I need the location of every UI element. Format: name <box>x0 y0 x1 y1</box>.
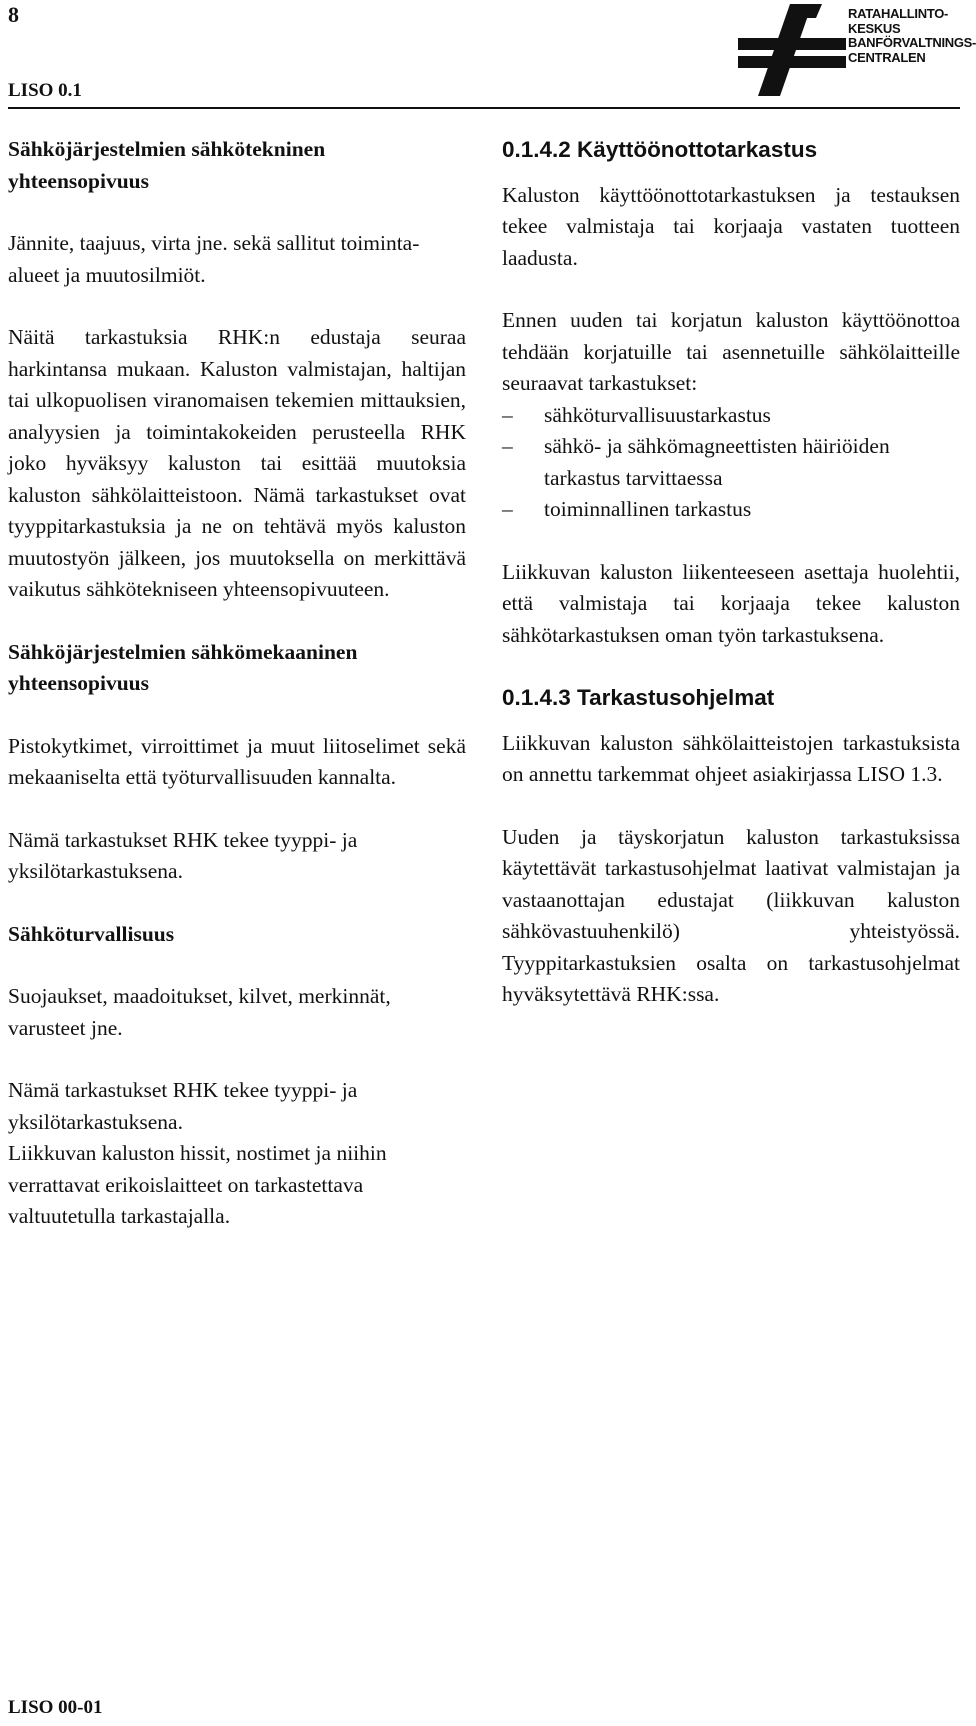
section-heading: Sähköjärjestelmien sähkömekaaninen yhteensopivuus <box>8 639 358 695</box>
list-item-text: sähköturvallisuustarkastus <box>544 402 771 427</box>
paragraph: Liikkuvan kaluston hissit, nostimet ja niihin verrattavat erikoislaitteet on tarkastettava valtuutetulla tarkastajalla. <box>8 1141 387 1228</box>
paragraph: Nämä tarkastukset RHK tekee tyyppi- ja yksilötarkastuksena. <box>8 827 358 883</box>
document-code: LISO 0.1 <box>8 80 82 101</box>
paragraph: Suojaukset, maadoitukset, kilvet, merkinnät, varusteet jne. <box>8 984 391 1040</box>
paragraph: Liikkuvan kaluston liikenteeseen asettaja huolehtii, että valmistaja tai korjaaja tekee kaluston sähkötarkastuksen oman työn tarkastuksena. <box>502 559 960 647</box>
paragraph: Pistokytkimet, virroittimet ja muut liitoselimet sekä mekaaniselta että työturvallisuuden kannalta. <box>8 733 466 789</box>
paragraph: Kaluston käyttöönottotarkastuksen ja testauksen tekee valmistaja tai korjaaja vastaten tuotteen laadusta. <box>502 182 960 270</box>
organization-logo <box>738 4 976 96</box>
logo-text <box>848 7 976 65</box>
paragraph: Näitä tarkastuksia RHK:n edustaja seuraa harkintansa mukaan. Kaluston valmistajan, haltijan tai ulkopuolisen viranomaisen tekemien mittauksien, analyysien ja toimintakokeiden perusteella RHK joko hyväksyy kaluston tai esittää muutoksia kaluston sähkölaitteistoon. Nämä tarkastukset ovat tyyppitarkastuksia ja ne on tehtävä myös kaluston muutostyön jälkeen, jos muutoksella on merkittävä vaikutus sähkötekniseen yhteensopivuuteen. <box>8 325 466 601</box>
logo-line: CENTRALEN <box>848 49 926 65</box>
right-column <box>502 134 960 1011</box>
logo-line: BANFÖRVALTNINGS- <box>848 35 976 50</box>
page-number: 8 <box>8 2 19 27</box>
logo-line: KESKUS <box>848 20 901 36</box>
footer-document-code: LISO 00-01 <box>8 1697 103 1718</box>
paragraph: Liikkuvan kaluston sähkölaitteistojen tarkastuksista on annettu tarkemmat ohjeet asiakirjassa LISO 1.3. <box>502 730 960 786</box>
list-item <box>502 431 960 494</box>
list-item-text: sähkö- ja sähkömagneettisten häiriöiden tarkastus tarvittaessa <box>544 434 890 490</box>
inspection-list <box>502 400 960 526</box>
section-heading: Sähköturvallisuus <box>8 921 175 946</box>
logo-line: RATAHALLINTO- <box>848 6 949 21</box>
paragraph: Ennen uuden tai korjatun kaluston käyttöönottoa tehdään korjatuille tai asennetuille sähkölaitteille seuraavat tarkastukset: <box>502 308 960 395</box>
paragraph: Jännite, taajuus, virta jne. sekä sallitut toiminta-alueet ja muutosilmiöt. <box>8 231 420 287</box>
header-divider <box>8 107 960 109</box>
logo-mark-icon <box>738 4 846 96</box>
section-heading: Sähköjärjestelmien sähkötekninen yhteensopivuus <box>8 137 326 193</box>
section-title: 0.1.4.3 Tarkastusohjelmat <box>502 685 775 710</box>
dash-bullet: – <box>502 497 513 521</box>
section-title: 0.1.4.2 Käyttöönottotarkastus <box>502 137 818 162</box>
left-column <box>8 134 466 1233</box>
dash-bullet: – <box>502 402 513 427</box>
list-item-text: toiminnallinen tarkastus <box>544 497 752 521</box>
paragraph: Uuden ja täyskorjatun kaluston tarkastuksissa käytettävät tarkastusohjelmat laativat valmistajan ja vastaanottajan edustajat (liikkuvan kaluston sähkövastuuhenkilö) yhteistyössä. Tyyppitarkastuksien osalta on tarkastusohjelmat hyväksytettävä RHK:ssa. <box>502 824 960 1006</box>
dash-bullet: – <box>502 434 513 458</box>
paragraph: Nämä tarkastukset RHK tekee tyyppi- ja yksilötarkastuksena. <box>8 1078 358 1134</box>
list-item <box>502 400 960 432</box>
list-item <box>502 494 960 526</box>
